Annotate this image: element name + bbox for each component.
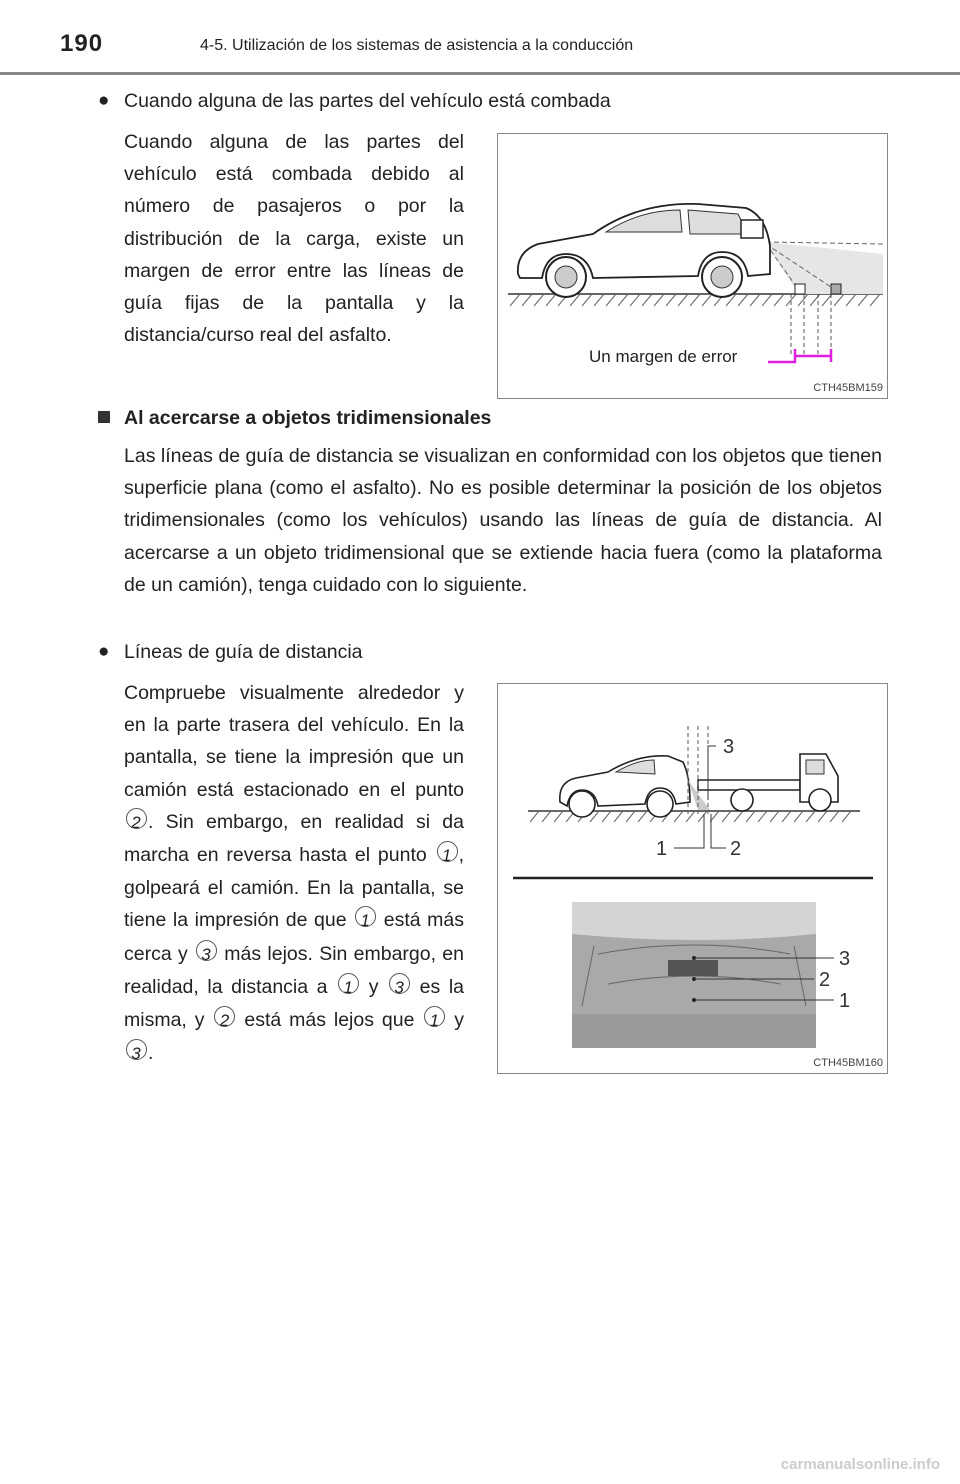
marker-3-icon: 3 [124,1038,148,1070]
marker-1-icon: 1 [422,1005,446,1037]
marker-2-icon: 2 [124,807,148,839]
section3-body: Compruebe visualmente alrededor y en la parte trasera del vehículo. En la pantalla, se tiene la impresión que un camión está estacionado en el punto 2 . Sin embargo, en realidad si da marcha en reversa hasta el punto 1 , golpeará el camión. En la pantalla, se tiene la impresión de que 1 está más cerca y 3 más lejos. Sin embargo, en realidad, la distancia a 1 y 3 es la misma, y 2 está más lejos que 1 y 3 . [124,677,464,1070]
marker-1-icon: 1 [336,972,360,1004]
svg-text:3: 3 [723,736,735,758]
section3-title: Líneas de guía de distancia [124,641,363,663]
header-rule [0,72,960,75]
svg-text:1: 1 [656,838,668,860]
marker-1-icon: 1 [353,905,377,937]
marker-1-icon: 1 [435,840,459,872]
svg-text:1: 1 [839,990,851,1012]
bullet-icon: ● [98,90,110,111]
section2-title-text: Al acercarse a objetos tridimensionales [124,407,492,429]
figure-code: CTH45BM159 [813,382,883,394]
square-bullet-icon [98,411,110,423]
figure-label-error-margin: Un margen de error [589,347,738,366]
section1-title: Cuando alguna de las partes del vehículo está combada [124,90,611,112]
bullet-icon: ● [98,641,110,662]
marker-3-icon: 3 [194,939,218,971]
page-number: 190 [60,30,104,57]
figure-code: CTH45BM160 [813,1057,883,1069]
section1-body: Cuando alguna de las partes del vehículo está combada debido al número de pasajeros o por la distribución de la carga, existe un margen de error entre las líneas de guía fijas de la pantalla y la distancia/curso real del asfalto. [124,131,464,347]
figure-truck-guidelines [497,683,888,1074]
marker-2-icon: 2 [212,1005,236,1037]
svg-text:3: 3 [839,948,851,970]
marker-3-icon: 3 [387,972,411,1004]
figure-warped-vehicle [497,133,888,399]
running-head: 4-5. Utilización de los sistemas de asistencia a la conducción [200,37,634,54]
section2-title [98,407,491,430]
section2-body: Las líneas de guía de distancia se visualizan en conformidad con los objetos que tienen superficie plana (como el asfalto). No es posible determinar la posición de los objetos tridimensionales (como los vehículos) usando las líneas de guía de distancia. Al acercarse a un objeto tridimensional que se extiende hacia fuera (como la plataforma de un camión), tenga cuidado con lo siguiente. [124,445,882,596]
truck-and-camera-view-illustration [498,684,887,1073]
svg-text:2: 2 [819,969,831,991]
footer-watermark: carmanualsonline.info [780,1456,940,1473]
svg-text:2: 2 [730,838,742,860]
